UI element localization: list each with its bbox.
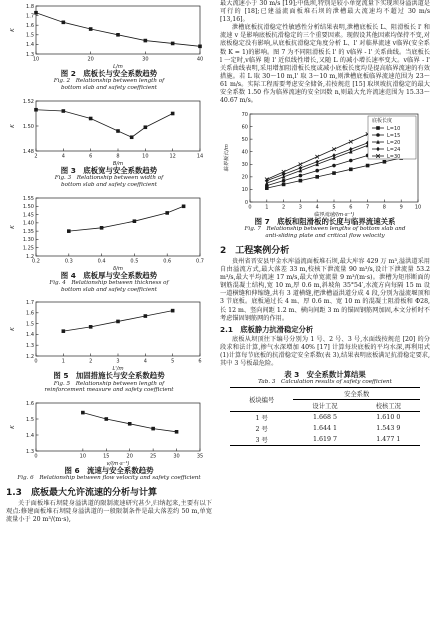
- section-2-1-heading: 2.1 底板静力抗滑稳定分析: [220, 324, 314, 334]
- y-axis-label: K: [10, 28, 16, 32]
- table-3: [230, 387, 420, 446]
- x-tick-label: 2: [34, 153, 38, 160]
- y-axis-label: K: [10, 425, 16, 429]
- data-point: [116, 320, 120, 324]
- y-tick-label: 1.25: [22, 245, 34, 252]
- data-point: [171, 309, 175, 313]
- plot-frame: [36, 6, 200, 54]
- x-tick-label: 35: [196, 453, 204, 460]
- x-tick-label: 30: [173, 453, 180, 460]
- data-point: [62, 330, 66, 334]
- data-point: [171, 111, 175, 115]
- caption-fig3-en2: bottom slab and safety coefficient: [61, 181, 157, 188]
- x-tick-label: 0: [248, 204, 252, 211]
- chart-fig5: [6, 296, 212, 372]
- data-point: [332, 148, 336, 152]
- table-cell-id: 2 号: [255, 426, 268, 434]
- data-point: [144, 39, 148, 43]
- chart-fig3: [6, 95, 212, 167]
- x-tick-label: 14: [196, 153, 204, 160]
- x-tick-label: 1: [61, 358, 65, 365]
- x-tick-label: 9: [399, 204, 403, 211]
- table-row: [230, 423, 420, 434]
- legend-entry: L=30: [387, 154, 401, 161]
- data-point: [299, 174, 303, 178]
- right-column: [220, 0, 430, 446]
- data-point: [144, 315, 148, 319]
- y-tick-label: 1.8: [26, 3, 34, 10]
- y-tick-label: 1.2: [26, 354, 34, 361]
- plot-frame: [36, 403, 200, 451]
- x-tick-label: 5: [171, 358, 175, 365]
- x-tick-label: 6: [349, 204, 353, 211]
- legend-entry: L=20: [387, 140, 401, 147]
- data-point: [89, 325, 93, 329]
- x-axis-label: δ/m: [113, 265, 123, 272]
- figure-7: [220, 108, 430, 240]
- x-tick-label: 5: [332, 204, 336, 211]
- plot-frame: [36, 101, 200, 151]
- x-tick-label: 10: [32, 56, 40, 63]
- figure-4: [6, 192, 212, 294]
- y-tick-label: 1.50: [22, 203, 34, 210]
- x-tick-label: 4: [61, 153, 65, 160]
- table3-caption-en: Tab. 3 Calculation results of safety coefficient: [258, 379, 392, 386]
- data-point: [299, 163, 303, 167]
- data-point: [182, 204, 186, 208]
- x-tick-label: 40: [196, 56, 204, 63]
- x-tick-label: 30: [142, 56, 149, 63]
- data-point: [198, 45, 202, 49]
- data-point: [332, 164, 336, 168]
- chart-fig7: [220, 108, 430, 218]
- x-tick-label: 15: [103, 453, 110, 460]
- series-line: [36, 13, 200, 47]
- caption-fig7-cn: 图 7 底板和阻滑板的长度与临界流速关系: [254, 217, 396, 227]
- data-point: [315, 175, 319, 179]
- x-tick-label: 1: [265, 204, 269, 211]
- figure-5: [6, 296, 212, 394]
- table-cell-design: 1.619 7: [312, 436, 338, 444]
- x-tick-label: 6: [89, 153, 93, 160]
- paragraph-b: 泄槽底板抗滑稳定性敏感性分析结果表明,泄槽底板长 L、阻滑板长 l' 和流速 v 是影响底板抗滑稳定的三个重要因素。现假设其他因素均保持不变,对底板稳定没有影响,从底板抗滑稳定角度分析 L、l' 对临界流速 v临界(安全系数 K = 1)的影响。图 7 为不同阻滑板长 l' 的 v临界 - l' 关系曲线。当底板长 l 一定时,v临界 随 l' 近似线性增长,又随 L 的减小增长速率变大。v临界 - l' 关系曲线表明,采用增加阻滑板长度或减小底板长度均是提高临界流速的有效措施。若 L 取 30～10 m,l' 取 3～10 m,则泄槽底板临界流速范围为 23～61 m/s。实际工程需要考虑安全储备,若按规范 [15] 取坝坡抗滑稳定的最大安全系数 1.50 作为临界流速的安全因数 n,则最大允许流速范围为 15.33～40.67 m/s。: [220, 24, 430, 105]
- x-tick-label: 0.4: [97, 258, 106, 265]
- caption-fig5-en1: Fig. 5 Relationship between length of: [53, 380, 165, 387]
- data-point: [151, 427, 155, 431]
- y-tick-label: 1.6: [26, 400, 34, 407]
- y-tick-label: 50: [241, 137, 248, 144]
- x-tick-label: 0.3: [64, 258, 73, 265]
- table-head-check: 校核工况: [375, 403, 401, 411]
- x-tick-label: 0.5: [130, 258, 139, 265]
- y-tick-label: 1.55: [22, 195, 34, 202]
- table-cell-check: 1.477 1: [376, 436, 401, 444]
- data-point: [175, 430, 179, 434]
- left-column: [6, 0, 212, 524]
- data-point: [116, 33, 120, 37]
- table-cell-design: 1.668 5: [312, 414, 338, 422]
- legend-title: 底板长度: [372, 118, 393, 125]
- table-cell-design: 1.644 1: [312, 425, 338, 433]
- chart-fig2: [6, 0, 212, 70]
- data-point: [100, 226, 104, 230]
- paragraph-1-3: 关于面板堆石坝陡身溢洪道的限制流速研究甚少,归纳起来,主要有以下观点:修建面板堆石坝陡身溢洪道的一般限制条件是最大落差约 50 m,单宽流量小于 20 m³/(m·s),: [6, 500, 212, 524]
- x-tick-label: 25: [149, 453, 157, 460]
- caption-fig5-cn: 图 5 加固措施长与安全系数趋势: [53, 371, 165, 381]
- data-point: [128, 422, 132, 426]
- figure-3: [6, 95, 212, 189]
- x-tick-label: 7: [366, 204, 370, 211]
- legend-entry: L=24: [387, 147, 401, 154]
- x-tick-label: 20: [87, 56, 94, 63]
- y-tick-label: 1.7: [26, 13, 34, 20]
- legend-marker: [376, 126, 380, 130]
- y-tick-label: 1.6: [26, 23, 34, 29]
- data-point: [171, 42, 175, 46]
- y-tick-label: 1.4: [26, 432, 34, 439]
- x-tick-label: 2: [89, 358, 93, 365]
- section-1-3-heading: 1.3 底板最大允许流速的分析与计算: [6, 488, 157, 499]
- data-point: [130, 135, 134, 139]
- y-tick-label: 70: [241, 112, 248, 119]
- y-tick-label: 10: [241, 187, 248, 194]
- data-point: [89, 116, 93, 120]
- y-tick-label: 1.3: [26, 448, 34, 455]
- y-tick-label: 1.2: [26, 253, 34, 260]
- y-tick-label: 1.40: [22, 220, 34, 227]
- data-point: [366, 164, 370, 168]
- table-cell-id: 1 号: [255, 415, 268, 423]
- y-tick-label: 40: [241, 149, 248, 156]
- data-point: [104, 417, 108, 421]
- x-tick-label: 3: [116, 358, 120, 365]
- x-tick-label: 6: [198, 358, 202, 365]
- caption-fig3-cn: 图 3 底板宽与安全系数趋势: [60, 165, 158, 175]
- data-point: [89, 27, 93, 31]
- data-point: [299, 179, 303, 183]
- y-tick-label: 20: [241, 174, 248, 181]
- y-tick-label: 1.45: [22, 211, 34, 218]
- caption-fig5-en2: reinforcement measure and safety coefficient: [44, 387, 174, 394]
- table-cell-check: 1.610 0: [376, 414, 401, 422]
- caption-fig7-en2: anti-sliding plate and critical flow velocity: [265, 233, 385, 240]
- table-row: [230, 434, 420, 446]
- section-2-heading: 2 工程案例分析: [220, 246, 290, 257]
- y-tick-label: 1.35: [22, 228, 34, 235]
- paragraph-a: 最大流速小于 30 m/s [19];中低坝,特别是较小单宽流量下实现坝身溢洪道是可行的 [18];已建溢流面板堆石坝的泄槽最大流速均不超过 30 m/s [13,16]。: [220, 0, 430, 24]
- y-tick-label: 0: [244, 200, 248, 207]
- paragraph-d: 底板从坝顶往下编号分别为 1 号、2 号、3 号,水面线按规范 [20] 的分段求和法计算,掺气水深增加 40% [17] 计算每块底板的平均水深,再利用式(1)计算每节底板的抗滑稳定安全系数(表 3),结果表明底板满足抗滑稳定要求,其中 3 号板最危险。: [220, 335, 430, 368]
- y-tick-label: 60: [241, 124, 248, 131]
- x-tick-label: 10: [79, 453, 87, 460]
- y-axis-label: K: [10, 124, 16, 128]
- x-tick-label: 20: [126, 453, 133, 460]
- data-point: [299, 166, 303, 170]
- x-tick-label: 3: [298, 204, 302, 211]
- figure-6: [6, 397, 212, 482]
- data-point: [34, 11, 38, 15]
- caption-fig2-en1: Fig. 2 Relationship between length of: [53, 78, 165, 85]
- x-tick-label: 0.7: [196, 258, 204, 265]
- x-tick-label: 0.6: [163, 258, 172, 265]
- table-cell-id: 3 号: [255, 437, 268, 445]
- caption-fig2-cn: 图 2 底板长与安全系数趋势: [60, 69, 158, 78]
- legend-entry: L=15: [387, 133, 401, 140]
- table-head-block: 板块编号: [230, 388, 293, 412]
- data-point: [144, 125, 148, 129]
- y-axis-label: K: [10, 327, 16, 332]
- y-tick-label: 1.6: [26, 310, 34, 317]
- data-point: [62, 109, 66, 113]
- data-point: [282, 179, 286, 183]
- x-axis-label: L'/m: [112, 366, 124, 373]
- table3-caption-cn: 表 3 安全系数计算结果: [284, 370, 366, 380]
- table-row: [230, 412, 420, 424]
- x-tick-label: 8: [116, 153, 120, 160]
- data-point: [349, 159, 353, 163]
- data-point: [62, 21, 66, 25]
- y-tick-label: 1.4: [26, 42, 34, 49]
- y-tick-label: 1.3: [26, 51, 34, 58]
- data-point: [67, 229, 71, 233]
- figure-2: [6, 0, 212, 92]
- y-tick-label: 1.50: [22, 123, 34, 130]
- x-tick-label: 4: [315, 204, 319, 211]
- table-cell-check: 1.543 9: [376, 425, 401, 433]
- caption-fig7-en1: Fig. 7 Relationship between lengths of bottom slab and: [244, 226, 406, 233]
- paragraph-c: 贵州省晋安县甲金水库溢流面板堆石坝,最大库容 429 万 m³,溢洪道采用自由溢流方式,最大落差 33 m,校核下泄流量 90 m³/s,设计下泄流量 53.2 m³/s,最大平均流速 17 m/s,最大单宽流量 9 m³/(m·s)。泄槽为矩形断面的钢筋混凝土结构,宽 10 m,厚 0.6 m,斜坡角 35°54′,水流方向每隔 15 m 设一道横缝和伸缩缝,共有 3 道横缝,把泄槽溢洪道分成 4 段,分别为溢流堰顶和 3 节底板。底板通过长 4 m、厚 0.6 m、宽 10 m 的混凝土阻滑板和 Φ28,长 12 m、竖向间距 1.2 m、横向间距 3 m 的锚固钢筋网加固,本文分析时不考虑锚固钢筋网的作用。: [220, 258, 430, 322]
- data-point: [332, 154, 336, 158]
- y-tick-label: 1.52: [22, 98, 34, 105]
- caption-fig4-cn: 图 4 底板厚与安全系数趋势: [60, 270, 158, 280]
- data-point: [34, 108, 38, 112]
- data-point: [349, 147, 353, 151]
- chart-fig4: [6, 192, 212, 272]
- data-point: [349, 168, 353, 172]
- y-tick-label: 1.5: [26, 321, 34, 328]
- y-tick-label: 1.3: [26, 343, 34, 350]
- data-point: [116, 129, 120, 133]
- data-point: [383, 160, 387, 164]
- data-point: [315, 160, 319, 164]
- y-axis-label: 临界板长/m: [224, 144, 230, 172]
- table-head-design: 设计工况: [312, 403, 338, 411]
- caption-fig6-cn: 图 6 流速与安全系数趋势: [64, 466, 154, 476]
- x-tick-label: 4: [143, 358, 147, 365]
- x-tick-label: 10: [142, 153, 149, 160]
- y-tick-label: 1.30: [22, 236, 34, 243]
- data-point: [332, 172, 336, 176]
- data-point: [81, 411, 85, 415]
- plot-frame: [36, 302, 200, 356]
- x-tick-label: 0.2: [32, 258, 40, 265]
- caption-fig6-en1: Fig. 6 Relationship between flow velocity and safety coefficient: [17, 475, 201, 482]
- x-tick-label: 2: [282, 204, 286, 211]
- x-tick-label: 8: [382, 204, 386, 211]
- x-axis-label: B/m: [112, 160, 124, 167]
- plot-frame: [36, 198, 200, 256]
- data-point: [282, 183, 286, 187]
- y-tick-label: 1.48: [22, 148, 34, 155]
- x-tick-label: 12: [169, 153, 176, 160]
- y-axis-label: K: [10, 224, 16, 229]
- y-tick-label: 1.5: [26, 416, 34, 423]
- x-tick-label: 0: [34, 453, 38, 460]
- y-tick-label: 30: [241, 162, 248, 169]
- y-tick-label: 1.5: [26, 32, 34, 39]
- legend-entry: L=10: [387, 126, 401, 133]
- data-point: [165, 211, 169, 215]
- series-line: [69, 206, 184, 231]
- x-axis-label: 临界流速/(m·s⁻¹): [313, 212, 355, 219]
- data-point: [315, 155, 319, 159]
- caption-fig2-en2: bottom slab and safety coefficient: [61, 85, 157, 91]
- series-line: [36, 110, 173, 138]
- x-axis-label: L/m: [113, 64, 123, 70]
- legend-marker: [376, 133, 380, 137]
- caption-fig4-en1: Fig. 4 Relationship between thickness of: [49, 279, 169, 286]
- data-point: [349, 140, 353, 144]
- caption-fig4-en2: bottom slab and safety coefficient: [61, 286, 157, 293]
- x-tick-label: 10: [414, 204, 422, 211]
- table-head-group: 安全系数: [293, 388, 420, 400]
- y-tick-label: 1.7: [26, 300, 34, 307]
- caption-fig3-en1: Fig. 3 Relationship between width of: [54, 175, 164, 181]
- data-point: [315, 169, 319, 173]
- data-point: [133, 219, 137, 223]
- chart-fig6: [6, 397, 212, 467]
- x-tick-label: 0: [34, 358, 38, 365]
- x-axis-label: v/(m·s⁻¹): [106, 461, 130, 468]
- y-tick-label: 1.4: [26, 332, 34, 339]
